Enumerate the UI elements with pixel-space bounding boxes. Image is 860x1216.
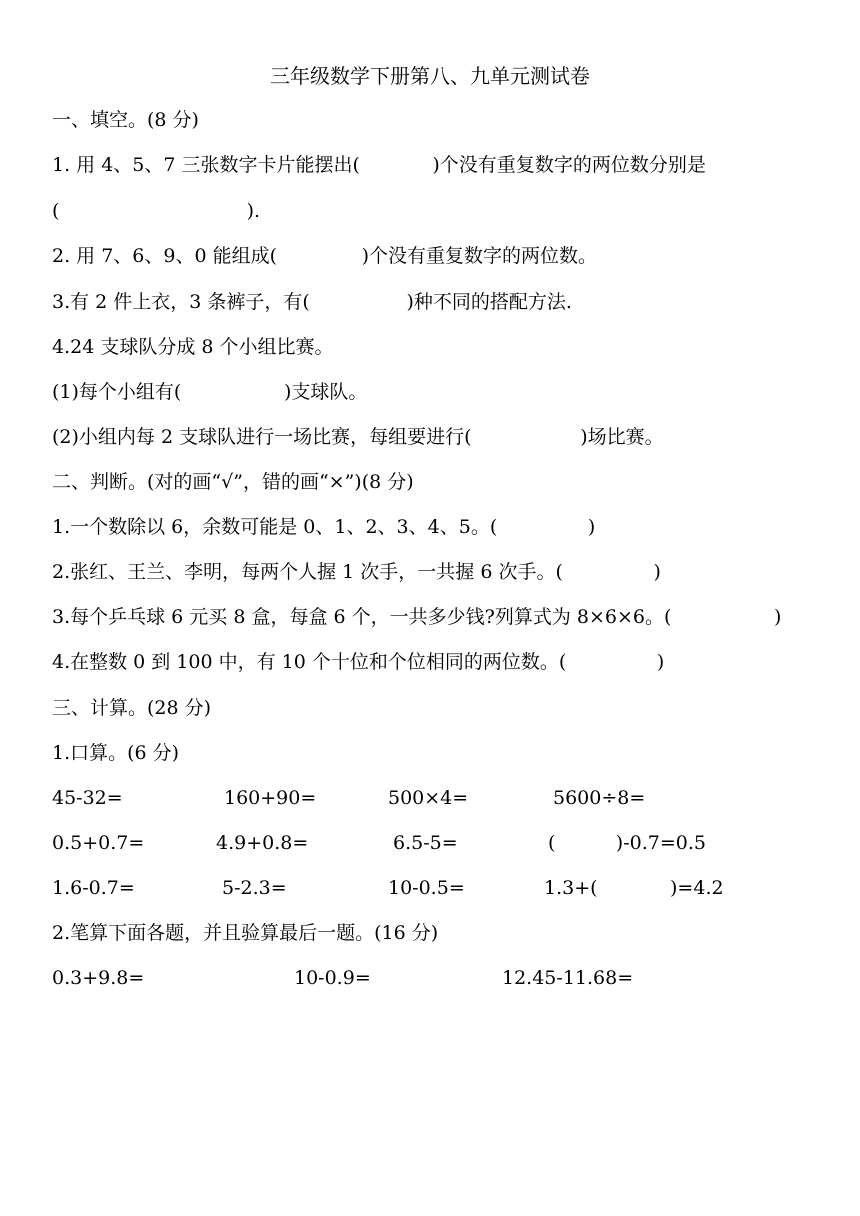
oral-cell: 1.3+( )=4.2 <box>544 877 724 899</box>
oral-cell: 6.5-5= <box>393 832 458 854</box>
oral-cell: 1.6-0.7= <box>52 877 135 899</box>
oral-cell: 160+90= <box>224 787 317 809</box>
page-title: 三年级数学下册第八、九单元测试卷 <box>270 64 590 88</box>
question-1-2: 2. 用 7、6、9、0 能组成( )个没有重复数字的两位数。 <box>52 245 597 267</box>
section2-heading: 二、判断。(对的画“√”，错的画“×”)(8 分) <box>52 471 414 493</box>
oral-cell: 45-32= <box>52 787 123 809</box>
oral-cell: 5-2.3= <box>222 877 287 899</box>
question-2-4: 4.在整数 0 到 100 中，有 10 个十位和个位相同的两位数。( ) <box>52 651 665 673</box>
oral-cell: ( )-0.7=0.5 <box>548 832 706 854</box>
question-1-3: 3.有 2 件上衣，3 条裤子，有( )种不同的搭配方法. <box>52 291 572 313</box>
question-1-1b: ( ). <box>52 200 261 222</box>
section1-heading: 一、填空。(8 分) <box>52 109 199 131</box>
question-2-1: 1.一个数除以 6，余数可能是 0、1、2、3、4、5。( ) <box>52 516 596 538</box>
question-2-2: 2.张红、王兰、李明，每两个人握 1 次手，一共握 6 次手。( ) <box>52 561 661 583</box>
oral-cell: 10-0.5= <box>388 877 465 899</box>
written-cell: 0.3+9.8= <box>52 967 145 989</box>
oral-cell: 4.9+0.8= <box>216 832 309 854</box>
section3-sub2: 2.笔算下面各题，并且验算最后一题。(16 分) <box>52 922 439 944</box>
question-1-4-2: (2)小组内每 2 支球队进行一场比赛，每组要进行( )场比赛。 <box>52 426 664 448</box>
question-2-3: 3.每个乒乓球 6 元买 8 盒，每盒 6 个，一共多少钱?列算式为 8×6×6。( ) <box>52 606 782 628</box>
question-1-1a: 1. 用 4、5、7 三张数字卡片能摆出( )个没有重复数字的两位数分别是 <box>52 154 706 176</box>
question-1-4-1: (1)每个小组有( )支球队。 <box>52 381 368 403</box>
oral-cell: 500×4= <box>388 787 469 809</box>
written-cell: 10-0.9= <box>294 967 371 989</box>
written-cell: 12.45-11.68= <box>502 967 634 989</box>
oral-cell: 0.5+0.7= <box>52 832 145 854</box>
section3-sub1: 1.口算。(6 分) <box>52 742 180 764</box>
section3-heading: 三、计算。(28 分) <box>52 697 212 719</box>
oral-cell: 5600÷8= <box>553 787 646 809</box>
question-1-4: 4.24 支球队分成 8 个小组比赛。 <box>52 336 334 358</box>
